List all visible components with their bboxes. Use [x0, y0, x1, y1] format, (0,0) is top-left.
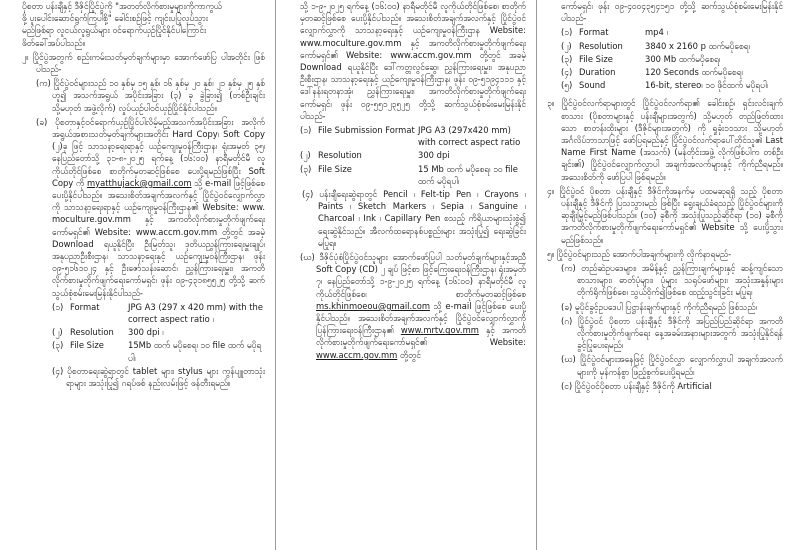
clause-text: နှင့် အကတိလိုက်စားမှုတိုက်ဖျက်ရေးကော်မရှင်၏ Website: [316, 325, 526, 348]
website-link[interactable]: www.mrtv.gov.mm [400, 325, 479, 336]
spec-number: (၂) [52, 327, 63, 338]
spec-value: JPG A3 (297 x 420 mm) with the correct aspect ratio ၊ [128, 301, 263, 325]
spec-key: Resolution [70, 327, 114, 338]
clause-text: ပြိုင်ပွဲဝင် ပိုစတာ ပန်းချီနှင့် ဒီဇိုင်ကို အပြည်ပြည်ဆိုင်ရာ အကတိလိုက်စားမှုတိုက်ဖျက်ရေး နေ့အခမ်းအနားများအတွက် အသုံးပြုနိုင်ရန် ခွင့်ပြုပေးရမည်၊ [577, 315, 783, 351]
spec-value: 300 Mb ထက်မပိုစေရ၊ [645, 53, 721, 64]
spec-value: 15Mb ထက် မပိုစေရ၊ ၁၀ file ထက် မပိုရပါ၊ [128, 340, 262, 363]
spec-value: 3840 x 2160 p ထက်မပိုစေရ၊ [645, 40, 750, 51]
spec-number: (၁) [300, 125, 312, 136]
clause-text: ပိုစတာနှင့်ဝင်ရောက်ယှဉ်ပြိုင်ပါလိမ့်မည့်အသက်အပိုင်းအခြား အလိုက် အရွယ်အစားသတ်မှတ်ချက်များအတိုင်း Hard Copy၊ Soft Copy (၂)ခု ဖြင့် သာသနာ့ရေးရာနှင့် ယဉ်ကျေးမှုဝန်ကြီးဌာန၊ ရုံးအမှတ် ၃၅၊ နေပြည်တော်သို့ ၃၁-၈-၂၀၂၅ ရက်နေ့ (၁၆:၀၀) နာရီမတိုင်မီ လူကိုယ်တိုင်ဖြစ်စေ စာတိုက်မှတဆင့်ဖြစ်စေ ပေးပို့ရမည်ဖြစ်ပြီး Soft Copy ကို [52, 116, 265, 188]
clause-tools [22, 365, 265, 389]
paragraph-text: ပြိုင်ပွဲဝင်များသည် အောက်ပါအချက်များကို လိုက်နာရမည်- [556, 248, 732, 259]
clause-number: (၄) [52, 365, 64, 376]
paragraph-text: သို့ ၁-၉-၂၀၂၅ ရက်နေ့ (၁၆:၀၀) နာရီမတိုင်မီ လူကိုယ်တိုင်ဖြစ်စေ၊ စာတိုက်မှတဆင့်ဖြစ်စေ ပေးပို့နိုင်ပါသည်။ အသေးစိတ်အချက်အလက်နှင့် ပြိုင်ပွဲဝင်လျှောက်လွှာကို သာသနာ့ရေးနှင့် ယဉ်ကျေးမှုဝန်ကြီးဌာန Website: www.moculture.gov.mm နှင့် အကတိလိုက်စားမှုတိုက်ဖျက်ရေးကော်မရှင်၏ Website: www.accm.gov.mm တို့တွင် အခမဲ့ Download ရယူနိုင်ပြီး ဒေါ်ကတ္တလွင်ဆွေ၊ ညွှန်ကြားရေးမှူး၊ အနုပညာဦးစီးဌာန၊ သာသနာ့ရေးနှင့် ယဉ်ကျေးမှုဝန်ကြီးဌာန၊ ဖုန်း ၀၉-၅၁၉၄၁၁၁ နှင့် ဒေါ်နန်းရတနာအုံ၊ ညွှန်ကြားရေးမှူး၊ အကတိလိုက်စားမှုတိုက်ဖျက်ရေးကော်မရှင်၊ ဖုန်း ၀၉-၅၅၁၂၃၅၂၅ တို့သို့ ဆက်သွယ်စုံစမ်းမေးမြန်းနိုင်ပါသည်- [300, 1, 526, 121]
paragraph-text: ပြိုင်ပွဲဝင် ပိုစတာ ပန်းချီနှင့် ဒီဇိုင်ကိုအနက်မှ ပထမဆုရရှိ သည့် ပိုစတာ ပန်းချီနှင့် ဒီဇိုင်ကို ပြသသွားမည် ဖြစ်ပြီး ရွေးချယ်ခံရသည့် ပြိုင်ပွဲဝင်များကို ဆုချီးမြှင့်မည်ဖြစ်ပါသည်။ (၁၀) ခုစီကို အသုံးပြုသည့်ဆိုင်ရာ (၁၀) ခုစီကို အကတိလိုက်စားမှုတိုက်ဖျက်ရေးကော်မရှင်၏ Website သို့ ပေးပို့သွားမည်ဖြစ်သည်။ [559, 185, 783, 245]
text-column-left [22, 0, 265, 550]
list-item [547, 315, 783, 352]
spec-row [286, 124, 526, 148]
spec-row [22, 301, 265, 325]
clause-text: မူပိုင်ခွင့်ဥပဒေပါ ပြဋ္ဌာန်းချက်များနှင့် ကိုက်ညီရမည် ဖြစ်သည်၊ [574, 301, 757, 312]
spec-number: (၂) [300, 150, 311, 161]
clause-number: (ဃ) [300, 252, 315, 263]
spec-value: 300 dpi ၊ [128, 327, 164, 338]
column-divider [536, 0, 537, 550]
paragraph-number: ၅။ [547, 248, 555, 259]
paragraph-number: ၂။ [22, 51, 29, 62]
column-divider [275, 0, 276, 550]
paragraph-number: ၄။ [547, 185, 555, 196]
clause-number: (၄) [302, 189, 314, 200]
paragraph-awards [547, 185, 783, 246]
spec-number: (၂) [561, 40, 572, 51]
spec-row [286, 163, 526, 187]
spec-value: 300 dpi [418, 150, 450, 161]
spec-number: (၃) [300, 163, 312, 174]
clause-number: (ဂ) [561, 315, 573, 326]
spec-row [286, 149, 526, 161]
spec-row [547, 66, 783, 78]
clause-design-submission [286, 251, 526, 361]
clause-text: ပန်းချီရေးဆွဲရာတွင် Pencil ၊ Felt-tip Pen ၊ Crayons ၊ Paints ၊ Sketch Markers ၊ Sepia ၊ Sanguine ၊ Charcoal ၊ Ink ၊ Capillary Pen စသည့် ကိရိယာများသုံးစွဲ၍ ရေးဆွဲနိုင်သည်။ အီလက်ထရောနစ်ပစ္စည်းများ အသုံးပြု၍ ရေးဆွဲခြင်း မပြုရ။ [318, 189, 526, 248]
spec-row [547, 79, 783, 91]
intro-line: ဖိတ်ခေါ်အပ်ပါသည်။ [22, 37, 86, 48]
clause-text: ပြိုင်ပွဲဝင်များအနေဖြင့် ပြိုင်ပွဲဝင်လွှာ လျှောက်လွှာပါ အချက်အလက်များကို မှန်ကန်စွာ ဖြည့်စွက်ပေးပို့ရမည်၊ [577, 354, 783, 377]
paragraph-rules [22, 51, 265, 75]
spec-value: 120 Seconds ထက်မပိုစေရ၊ [645, 67, 743, 78]
clause-text: တို့တွင် [400, 349, 421, 360]
spec-key: File Size [579, 53, 613, 64]
clause-text: သို့ e-mail ဖြင့်ဖြစ်စေ ပေးပို့နိုင်ပါသည်။ အသေးစိတ်အချက်အလက်နှင့် ပြိုင်ပွဲဝင်လျှောက်လွှာကို သာသနာ့ရေးရာနှင့် ယဉ်ကျေးမှုဝန်ကြီးဌာန၏ Website: www. moculture.gov.mm နှင့် အကတိလိုက်စားမှုတိုက်ဖျက်ရေးကော်မရှင်၏ Website: www.accm.gov.mm တို့တွင် အခမဲ့ Download ရယူနိုင်ပြီး ဦးမြတ်သူ၊ ဒုတိယညွှန်ကြားရေးမှူးချုပ်၊ အနုပညာဦးစီးဌာန၊ သာသနာ့ရေးနှင့် ယဉ်ကျေးမှုဝန်ကြီးဌာန၊ ဖုန်း ၀၉-၅၁၆၁၀၂၄ နှင့် ဦးဇော်သန်းဆောင်၊ ညွှန်ကြားရေးမှူး၊ အကတိလိုက်စားမှုတိုက်ဖျက်ရေးကော်မရှင်၊ ဖုန်း ၀၉-၄၃၁၈၅၅၂၅ တို့သို့ ဆက်သွယ်စုံစမ်းမေးမြန်းနိုင်ပါသည်- [52, 177, 265, 298]
website-link[interactable]: www.accm.gov.mm [316, 349, 398, 360]
clause-text: ပြိုင်ပွဲဝင်ပိုစတာ ပန်းချီနှင့် ဒီဇိုင်ကို Artificial [574, 380, 712, 391]
clause-number: (ခ) [36, 116, 48, 127]
clause-text: ဒီဇိုင်ပုံစံပြိုင်ပွဲဝင်သူများ အောက်ဖော်ပြပါ သတ်မှတ်ချက်များနှင့်အညီ Soft Copy (CD) ၂ ချပ် ဖြင့်စာ ဖြင့်ကြေးရေးဝန်ကြီးဌာန၊ ရုံးအမှတ် ၇၊ နေပြည်တော်သို့ ၁-၉-၂၀၂၅ ရက်နေ့ (၁၆:၀၀) နာရီမတိုင်မီ လူကိုယ်တိုင်ဖြစ်စေ၊ စာတိုက်မှတဆင့်ဖြစ်စေ [316, 252, 526, 299]
list-item [547, 353, 783, 377]
paragraph-number: ၃။ [547, 98, 555, 109]
spec-number: (၃) [561, 53, 573, 64]
paragraph-titles [547, 97, 783, 182]
spec-key: File Size [70, 340, 104, 351]
list-item [547, 301, 783, 313]
spec-key: Duration [579, 67, 616, 78]
clause-number: (က) [561, 263, 576, 274]
spec-row [22, 326, 265, 338]
list-item [547, 380, 783, 392]
spec-value: mp4 ၊ [645, 27, 668, 38]
paragraph-compliance [547, 248, 783, 260]
spec-key: Resolution [318, 150, 362, 161]
spec-row [547, 40, 783, 52]
spec-value: 16-bit, stereo၊ ၁၀ ဖိုင်ထက် မပိုရပါ၊ [645, 80, 768, 91]
spec-key: File Submission Format [318, 125, 415, 136]
spec-number: (၁) [52, 301, 64, 312]
spec-value: JPG A3 (297x420 mm) with correct aspect ratio [418, 125, 521, 148]
intro-line: မည်ဖြစ်ရာ လူငယ်လူရွယ်များ ဝင်ရောက်ယှဉ်ပြိုင်နိုင်ပါကြောင်း [22, 25, 207, 36]
clause-text: တည်ဆဲဥပဒေများ၊ အမိန့်နှင့် ညွှန်ကြားချက်များနှင့် ဆန့်ကျင်သော စာသားများ၊ ဓာတ်ပုံများ၊ ပုံများ သရုပ်ဖော်များ၊ အသုံးအနှုန်းများ တိုက်ရိုက်ဖြစ်စေ၊ သွယ်ဝိုက်၍ဖြစ်စေ ထည့်သွင်းခြင်း မပြုရ၊ [577, 263, 783, 298]
paragraph-text: ပြိုင်ပွဲအတွက် စည်းကမ်းသတ်မှတ်ချက်များမှာ အောက်ဖော်ပြ ပါအတိုင်း ဖြစ်ပါသည်- [32, 51, 265, 75]
clause-text: ပိုစတာရေးဆွဲရာတွင် tablet များ၊ stylus များ ကွန်ပျူတာသုံးရာများ အသုံးပြု၍ ဂရပ်ဖစ် နည်းလမ်းဖြင့် ဖန်တီးရမည်။ [66, 365, 265, 389]
spec-number: (၃) [52, 340, 64, 351]
spec-key: Sound [579, 80, 606, 91]
spec-value: 15 Mb ထက် မပိုစေရ၊ ၁၀ file ထက် မပိုရပါ၊ [418, 163, 518, 186]
paragraph-text: ပြိုင်ပွဲဝင်လက်ရာများတွင် ပြိုင်ပွဲဝင်လက်ရာ၏ ခေါင်းစဉ်၊ ရှင်းလင်းချက်စာသား (ပိုစတာများနှင့် ပန်းချီများအတွက်) သို့မဟုတ် တည်ဖြတ်ထားသော စာတန်းထိုးများ (ဒီဇိုင်များအတွက်) ကို ရှုခုံး၁၁သား သို့မဟုတ် အင်္ဂလိပ်ဘာသာဖြင့် ဖော်ပြရမည်နှင့် ပြိုင်ပွဲဝင်လက်ရာပေါ်တိုင်သူ၏ Last Name First Name (အသက်) (မန်တိုင်းအဖွဲ့ လိုက်ဖြစ်ပါက တစ်ဦးချင်း၏) ပြိုင်ပွဲဝင်လျှောက်လွှာပါ အချက်အလက်များနှင့် ကိုက်ညီရမည်။ အသေးစိတ်ကို ဖော်ပြပါ ဖြစ်ရမည်။ [561, 98, 783, 182]
spec-key: Resolution [579, 40, 623, 51]
intro-line: ပိုစတာ ပန်းချီနှင့် ဒီဇိုင်ပြိုင်ပွဲကို "အတတ်လိုက်စားမှုများကိုကာကွယ် [22, 1, 222, 11]
spec-key: Format [70, 301, 100, 312]
clause-text: ပြိုင်ပွဲဝင်များသည် ၁၀ နှစ်မှ ၁၅ နှစ်၊ ၁၆ နှစ်မှ ၂၀ နှစ်၊ ၂၁ နှစ်မှ ၂၅ နှစ်ဟူ၍ အသက်အရွယ် အပိုင်းအခြား (၃) ခု ခွဲခြား၍ (တစ်ဦးချင်း သို့မဟုတ် အဖွဲ့လိုက်) လှုပ်ယှဉ်ပါဝင်ယှဉ်ပြိုင်နိုင်ပါသည်။ [52, 78, 265, 113]
paragraph-text: ကော်မရှင်၊ ဖုန်း ၀၉-၄၀၀၄၃၅၄၁၅၁ တို့သို့ ဆက်သွယ်စုံစမ်းမေးမြန်းနိုင်ပါသည်- [561, 1, 783, 24]
clause-poster-submission [22, 116, 265, 299]
email-link[interactable]: ms.khinmoeou@gmail.com [316, 300, 431, 311]
spec-key: Format [579, 27, 609, 38]
clause-number: (က) [36, 78, 51, 89]
spec-row [547, 53, 783, 65]
clause-number: (ဃ) [561, 354, 576, 365]
spec-key: File Size [318, 163, 352, 174]
clause-number: (ခ) [561, 301, 573, 312]
spec-row [547, 26, 783, 38]
spec-number: (၅) [561, 80, 573, 91]
email-link[interactable]: myatthujack@gmail.com [86, 177, 192, 188]
clause-text: သို့ e-mail ဖြင့်ဖြစ်စေ ပေးပို့နိုင်ပါသည်။ အသေးစိတ်အချက်အလက်နှင့် ပြိုင်ပွဲဝင်လျှောက်လွှာကို ပြန်ကြားရေးဝန်ကြီးဌာန၏ [316, 300, 526, 336]
text-column-middle [286, 0, 526, 550]
clause-painting-tools [286, 188, 526, 249]
list-item [547, 262, 783, 299]
intro-line: ဖို့ ပူးပေါင်းဆောင်ရွက်ကြပါစို့" ခေါင်းစဉ်ဖြင့် ကျင်းပပြုလုပ်သွား [22, 13, 208, 24]
spec-number: (၁) [561, 27, 573, 38]
spec-number: (၄) [561, 67, 573, 78]
clause-number: (င) [561, 380, 573, 391]
text-column-right [547, 0, 783, 550]
clause-age-groups [22, 77, 265, 114]
spec-row [22, 339, 265, 363]
